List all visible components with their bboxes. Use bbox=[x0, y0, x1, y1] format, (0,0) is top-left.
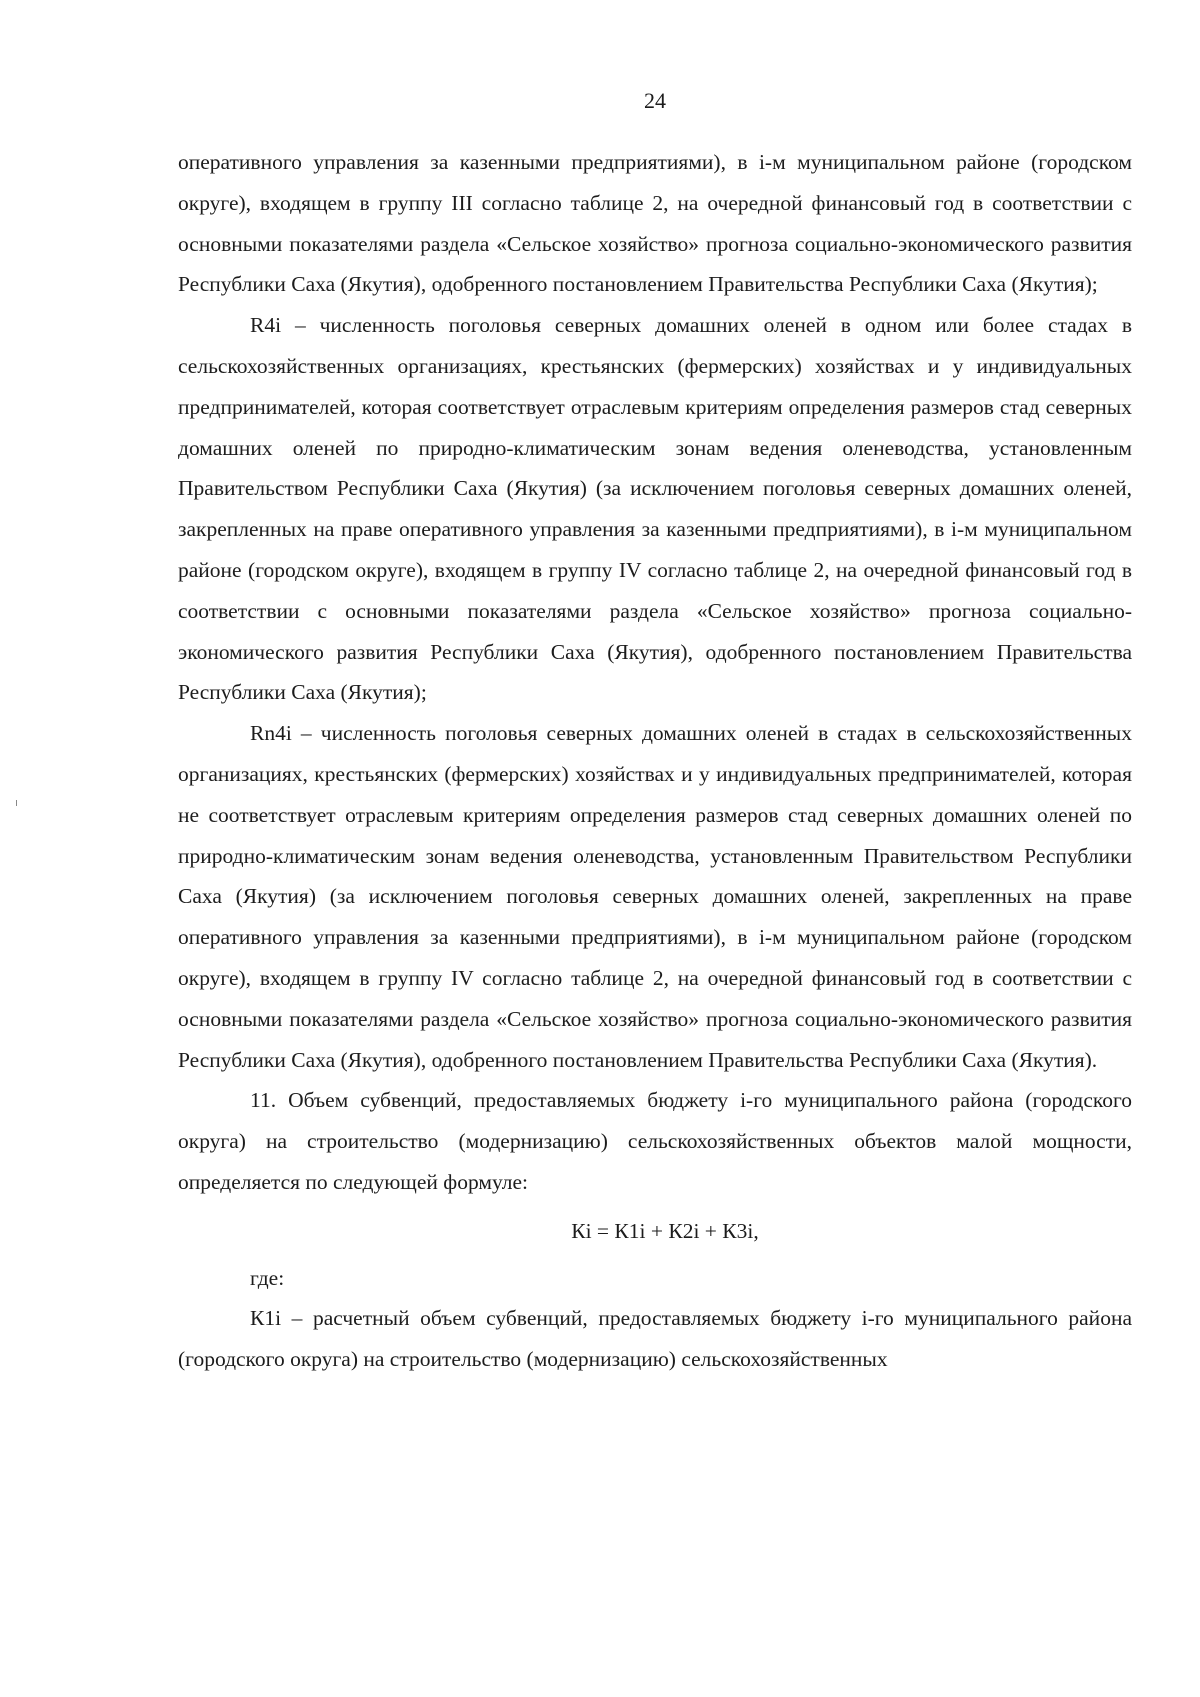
paragraph-r4i-definition: R4i – численность поголовья северных домашних оленей в одном или более стадах в сельскохозяйственных организациях, крестьянских (фермерских) хозяйствах и у индивидуальных предпринимателей, которая соответствует отраслевым критериям определения размеров стад северных домашних оленей по природно-климатическим зонам ведения оленеводства, установленным Правительством Республики Саха (Якутия) (за исключением поголовья северных домашних оленей, закрепленных на праве оперативного управления за казенными предприятиями), в i-м муниципальном районе (городском округе), входящем в группу IV согласно таблице 2, на очередной финансовый год в соответствии с основными показателями раздела «Сельское хозяйство» прогноза социально-экономического развития Республики Саха (Якутия), одобренного постановлением Правительства Республики Саха (Якутия); bbox=[178, 313, 1132, 705]
paragraph-clause-11: 11. Объем субвенций, предоставляемых бюджету i-го муниципального района (городского округа) на строительство (модернизацию) сельскохозяйственных объектов малой мощности, определяется по следующей формуле: bbox=[178, 1088, 1132, 1194]
document-body bbox=[178, 142, 1132, 1380]
formula: Кi = К1i + К2i + К3i, bbox=[571, 1218, 759, 1243]
paragraph-continuation: оперативного управления за казенными предприятиями), в i-м муниципальном районе (городском округе), входящем в группу III согласно таблице 2, на очередной финансовый год в соответствии с основными показателями раздела «Сельское хозяйство» прогноза социально-экономического развития Республики Саха (Якутия), одобренного постановлением Правительства Республики Саха (Якутия); bbox=[178, 150, 1132, 297]
page-number: 24 bbox=[644, 88, 666, 113]
where-label: где: bbox=[250, 1265, 285, 1290]
scan-margin-mark bbox=[16, 800, 17, 806]
paragraph-rn4i-definition: Rn4i – численность поголовья северных домашних оленей в стадах в сельскохозяйственных организациях, крестьянских (фермерских) хозяйствах и у индивидуальных предпринимателей, которая не соответствует отраслевым критериям определения размеров стад северных домашних оленей по природно-климатическим зонам ведения оленеводства, установленным Правительством Республики Саха (Якутия) (за исключением поголовья северных домашних оленей, закрепленных на праве оперативного управления за казенными предприятиями), в i-м муниципальном районе (городском округе), входящем в группу IV согласно таблице 2, на очередной финансовый год в соответствии с основными показателями раздела «Сельское хозяйство» прогноза социально-экономического развития Республики Саха (Якутия), одобренного постановлением Правительства Республики Саха (Якутия). bbox=[178, 721, 1132, 1072]
paragraph-k1i-definition: К1i – расчетный объем субвенций, предоставляемых бюджету i-го муниципального района (городского округа) на строительство (модернизацию) сельскохозяйственных bbox=[178, 1306, 1132, 1372]
